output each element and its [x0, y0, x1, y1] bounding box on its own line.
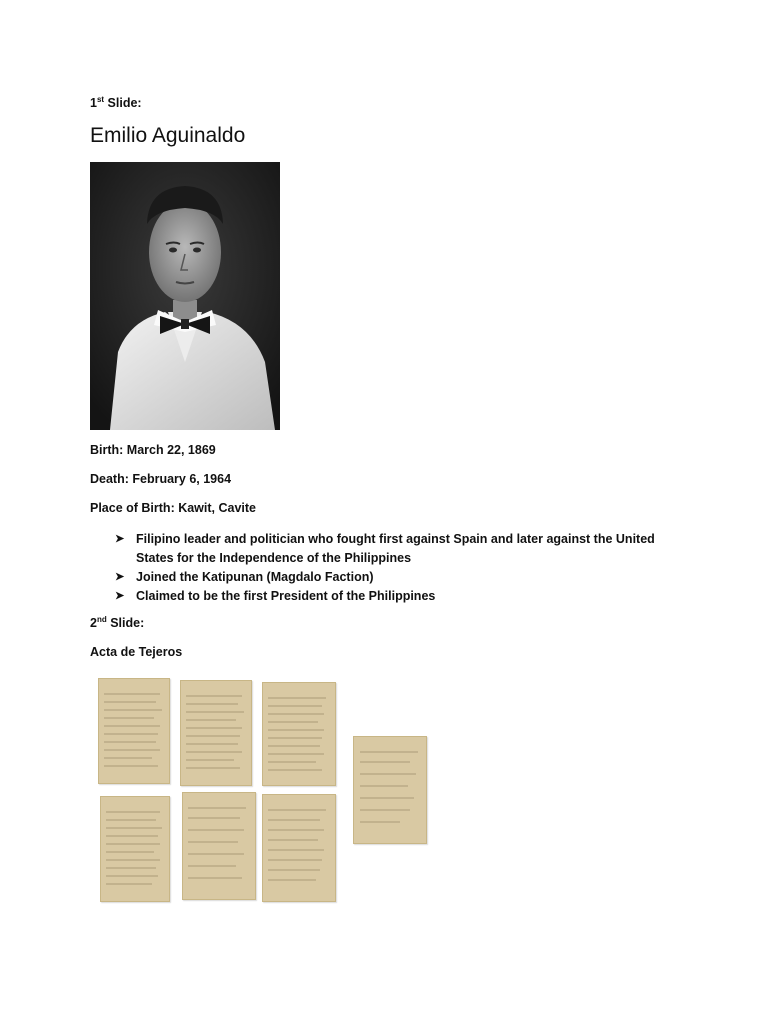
slide-2-label [90, 615, 144, 630]
bullet-list [90, 530, 690, 606]
acta-de-tejeros-image [90, 670, 440, 910]
slide-1-label [90, 95, 142, 110]
slide-1-suffix: st [96, 95, 105, 104]
slide-1-number: 1 [90, 96, 97, 111]
birth-date: Birth: March 22, 1869 [90, 443, 216, 457]
arrow-bullet-icon: ➤ [115, 590, 125, 602]
document-title: Acta de Tejeros [90, 645, 183, 659]
death-date: Death: February 6, 1964 [90, 472, 232, 486]
slide-1-text: Slide: [104, 96, 142, 111]
portrait-photo [90, 162, 280, 430]
handwriting-scribbles [90, 670, 440, 910]
list-item [90, 587, 690, 606]
portrait-illustration [90, 162, 280, 430]
slide-2-text: Slide: [106, 616, 145, 631]
arrow-bullet-icon: ➤ [115, 533, 125, 545]
person-name: Emilio Aguinaldo [90, 124, 246, 147]
list-item [90, 530, 690, 568]
bullet-text: Claimed to be the first President of the Philippines [136, 589, 436, 603]
birth-place: Place of Birth: Kawit, Cavite [90, 501, 257, 515]
slide-2-suffix: nd [96, 615, 107, 624]
bullet-text: Filipino leader and politician who fought first against Spain and later against the United States for the Independence of the Philippines [136, 532, 655, 565]
list-item [90, 568, 690, 587]
arrow-bullet-icon: ➤ [115, 571, 125, 583]
bullet-text: Joined the Katipunan (Magdalo Faction) [136, 570, 374, 584]
slide-2-number: 2 [90, 616, 97, 631]
